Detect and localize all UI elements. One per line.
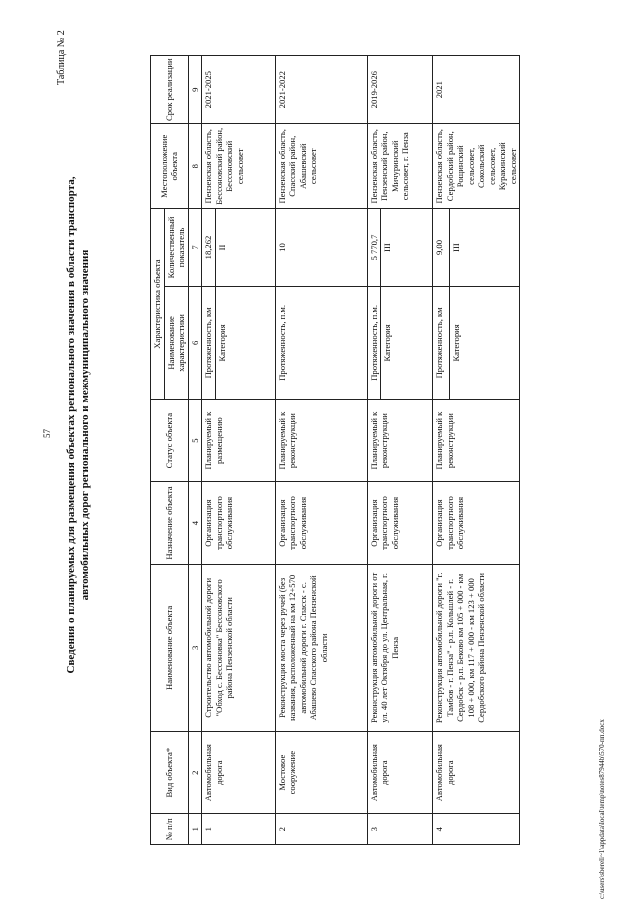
cell-char-value: III (381, 209, 433, 287)
cell-status: Планируемый к размещению (202, 399, 276, 481)
file-path-footer: c:\users\sbereli~1\appdata\local\temp\notes87944b\570-пп.docx (598, 719, 606, 899)
cell-char-value: 10 (275, 209, 367, 287)
table-title (64, 45, 92, 805)
objects-table (150, 55, 520, 845)
cell-purpose: Организация транспортного обслуживания (275, 482, 367, 564)
cell-status: Планируемый к реконструкции (367, 399, 433, 481)
cell-num: 1 (202, 814, 276, 845)
cell-term: 2021-2022 (275, 56, 367, 124)
cell-char-value: 18,262 (202, 209, 216, 287)
cell-char-name: Категория (215, 286, 275, 399)
cell-term: 2021 (433, 56, 520, 124)
cell-char-name: Категория (381, 286, 433, 399)
cell-char-value: 5 770,7 (367, 209, 381, 287)
header-status: Статус объекта (151, 399, 189, 481)
header-char-value: Количественный показатель (164, 209, 188, 287)
col-number: 4 (188, 482, 202, 564)
col-number: 3 (188, 564, 202, 731)
header-name: Наименование объекта (151, 564, 189, 731)
cell-name: Реконструкция автомобильной дороги "г. Тамбов - г. Пенза" - р.п. Кольшлей - г. Сердобск - р.п. Беково км 105 + 000 - км 108 + 000, км 117 + 000 - км 123 + 000 Сердобского района Пензенской области (433, 564, 520, 731)
cell-location: Пензенская область, Пензенский район, Мичуринский сельсовет, г. Пенза (367, 124, 433, 209)
title-line-1: Сведения о планируемых для размещения объектах регионального значения в области транспорта, (65, 176, 77, 674)
cell-location: Пензенская область, Спасский район, Абашевский сельсовет (275, 124, 367, 209)
cell-char-name: Протяженность, п.м. (367, 286, 381, 399)
col-number: 1 (188, 814, 202, 845)
cell-char-value: 9,00 (433, 209, 450, 287)
cell-char-value: III (450, 209, 520, 287)
col-number: 8 (188, 124, 202, 209)
table-row (433, 56, 450, 845)
column-number-row (188, 56, 202, 845)
cell-char-value: II (215, 209, 275, 287)
header-location: Местоположение объекта (151, 124, 189, 209)
cell-name: Строительство автомобильной дороги "Обход с. Бессоновка" Бессоновского района Пензенской области (202, 564, 276, 731)
cell-term: 2019-2026 (367, 56, 433, 124)
cell-term: 2021-2025 (202, 56, 276, 124)
cell-kind: Автомобильная дорога (433, 731, 520, 813)
cell-char-name: Категория (450, 286, 520, 399)
col-number: 2 (188, 731, 202, 813)
col-number: 9 (188, 56, 202, 124)
cell-char-name: Протяженность, км (433, 286, 450, 399)
cell-kind: Мостовое сооружение (275, 731, 367, 813)
header-purpose: Назначение объекта (151, 482, 189, 564)
cell-name: Реконструкция автомобильной дороги от ул. 40 лет Октября до ул. Центральная, г. Пенза (367, 564, 433, 731)
cell-char-name: Протяженность, п.м. (275, 286, 367, 399)
page-number: 57 (42, 429, 52, 438)
table-row (367, 56, 381, 845)
header-char-name: Наименование характеристики (164, 286, 188, 399)
col-number: 5 (188, 399, 202, 481)
header-term: Срок реализации (151, 56, 189, 124)
table-row (202, 56, 216, 845)
cell-status: Планируемый к реконструкции (275, 399, 367, 481)
col-number: 7 (188, 209, 202, 287)
header-kind: Вид объекта* (151, 731, 189, 813)
title-line-2: автомобильных дорог регионального и межмуниципального значения (79, 249, 91, 601)
cell-kind: Автомобильная дорога (367, 731, 433, 813)
cell-purpose: Организация транспортного обслуживания (433, 482, 520, 564)
cell-num: 2 (275, 814, 367, 845)
cell-location: Пензенская область, Бессоновский район, Бессоновский сельсовет (202, 124, 276, 209)
cell-char-name: Протяженность, км (202, 286, 216, 399)
cell-num: 4 (433, 814, 520, 845)
cell-purpose: Организация транспортного обслуживания (202, 482, 276, 564)
col-number: 6 (188, 286, 202, 399)
header-num: № п/п (151, 814, 189, 845)
cell-purpose: Организация транспортного обслуживания (367, 482, 433, 564)
table-row (275, 56, 367, 845)
cell-name: Реконструкция моста через ручей (без названия, расположенный на км 12+570 автомобильной дороги г. Спасск - с. Абашево Спасского района Пензенской области (275, 564, 367, 731)
cell-kind: Автомобильная дорога (202, 731, 276, 813)
cell-num: 3 (367, 814, 433, 845)
cell-status: Планируемый к реконструкции (433, 399, 520, 481)
header-characteristics: Характеристика объекта (151, 209, 165, 400)
table-label: Таблица № 2 (56, 30, 67, 85)
cell-location: Пензенская область, Сердобский район, Рощинский сельсовет, Сокольский сельсовет, Куракинский сельсовет (433, 124, 520, 209)
